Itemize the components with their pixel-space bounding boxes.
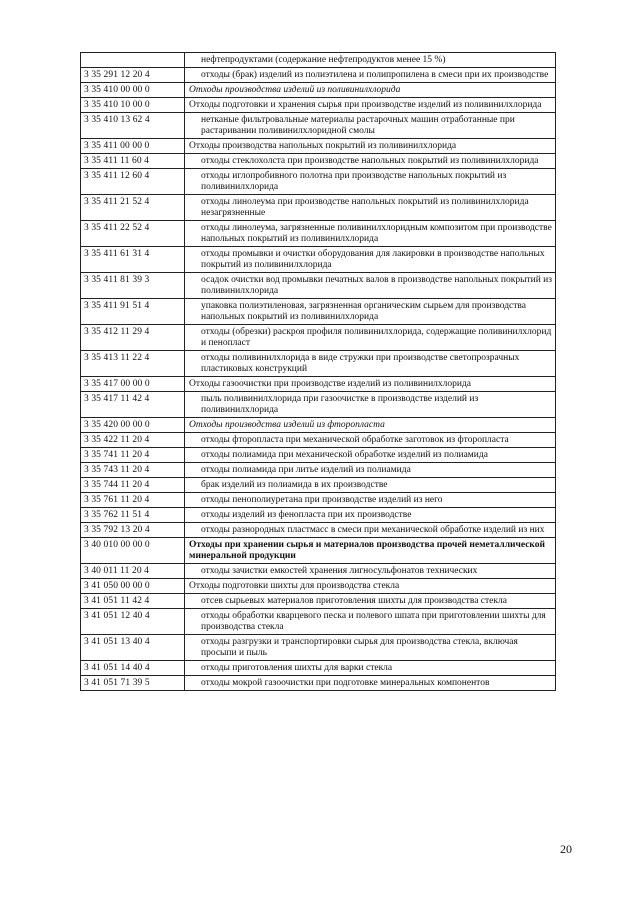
waste-name: отходы полиамида при литье изделий из полиамида — [185, 463, 556, 478]
waste-code — [81, 53, 185, 68]
waste-code: 3 35 762 11 51 4 — [81, 508, 185, 523]
waste-group-name: Отходы при хранении сырья и материалов производства прочей неметаллической минеральной продукции — [185, 538, 556, 564]
waste-name: отходы стеклохолста при производстве напольных покрытий из поливинилхлорида — [185, 154, 556, 169]
table-row — [81, 221, 556, 247]
waste-code: 3 35 411 12 60 4 — [81, 169, 185, 195]
table-body — [81, 53, 556, 691]
waste-name: отходы пенополиуретана при производстве изделий из него — [185, 493, 556, 508]
waste-name: нефтепродуктами (содержание нефтепродуктов менее 15 %) — [185, 53, 556, 68]
waste-code: 3 35 413 11 22 4 — [81, 351, 185, 377]
table-row — [81, 392, 556, 418]
waste-name: осадок очистки вод промывки печатных валов в производстве напольных покрытий из поливинилхлорида — [185, 273, 556, 299]
waste-classification-table — [80, 52, 556, 691]
waste-code: 3 40 010 00 00 0 — [81, 538, 185, 564]
waste-code: 3 35 417 00 00 0 — [81, 377, 185, 392]
table-row — [81, 83, 556, 98]
table-row — [81, 418, 556, 433]
waste-name: отходы промывки и очистки оборудования для лакировки в производстве напольных покрытий из поливинилхлорида — [185, 247, 556, 273]
page-number: 20 — [560, 842, 572, 856]
table-row — [81, 195, 556, 221]
table-row — [81, 635, 556, 661]
waste-name: отходы обработки кварцевого песка и полевого шпата при приготовлении шихты для производства стекла — [185, 609, 556, 635]
waste-group-name: Отходы подготовки и хранения сырья при производстве изделий из поливинилхлорида — [185, 98, 556, 113]
table-row — [81, 247, 556, 273]
table-row — [81, 351, 556, 377]
waste-code: 3 35 761 11 20 4 — [81, 493, 185, 508]
table-row — [81, 139, 556, 154]
table-row — [81, 169, 556, 195]
waste-code: 3 35 291 12 20 4 — [81, 68, 185, 83]
waste-code: 3 41 051 11 42 4 — [81, 594, 185, 609]
table-row — [81, 609, 556, 635]
table-row — [81, 448, 556, 463]
waste-code: 3 35 411 22 52 4 — [81, 221, 185, 247]
waste-code: 3 35 410 10 00 0 — [81, 98, 185, 113]
waste-code: 3 41 051 14 40 4 — [81, 661, 185, 676]
waste-name: нетканые фильтровальные материалы растарочных машин отработанные при растаривании поливинилхлоридной смолы — [185, 113, 556, 139]
table-row — [81, 463, 556, 478]
table-row — [81, 377, 556, 392]
waste-group-name: Отходы производства изделий из поливинилхлорида — [185, 83, 556, 98]
waste-code: 3 35 792 13 20 4 — [81, 523, 185, 538]
waste-code: 3 35 422 11 20 4 — [81, 433, 185, 448]
table-row — [81, 53, 556, 68]
waste-name: отходы полиамида при механической обработке изделий из полиамида — [185, 448, 556, 463]
table-row — [81, 508, 556, 523]
waste-group-name: Отходы газоочистки при производстве изделий из поливинилхлорида — [185, 377, 556, 392]
waste-name: отходы иглопробивного полотна при производстве напольных покрытий из поливинилхлорида — [185, 169, 556, 195]
table-row — [81, 594, 556, 609]
waste-code: 3 35 411 61 31 4 — [81, 247, 185, 273]
waste-code: 3 35 410 13 62 4 — [81, 113, 185, 139]
waste-name: упаковка полиэтиленовая, загрязненная органическим сырьем для производства напольных покрытий из поливинилхлорида — [185, 299, 556, 325]
waste-code: 3 40 011 11 20 4 — [81, 564, 185, 579]
waste-code: 3 35 744 11 20 4 — [81, 478, 185, 493]
waste-name: пыль поливинилхлорида при газоочистке в производстве изделий из поливинилхлорида — [185, 392, 556, 418]
table-row — [81, 325, 556, 351]
waste-name: отходы (обрезки) раскроя профиля поливинилхлорида, содержащие поливинилхлорид и пенопласт — [185, 325, 556, 351]
waste-name: отходы зачистки емкостей хранения лигносульфонатов технических — [185, 564, 556, 579]
waste-group-name: Отходы производства напольных покрытий из поливинилхлорида — [185, 139, 556, 154]
waste-name: отходы разнородных пластмасс в смеси при механической обработке изделий из них — [185, 523, 556, 538]
table-row — [81, 493, 556, 508]
table-row — [81, 564, 556, 579]
table-row — [81, 478, 556, 493]
waste-code: 3 35 411 91 51 4 — [81, 299, 185, 325]
waste-code: 3 35 410 00 00 0 — [81, 83, 185, 98]
waste-name: отходы поливинилхлорида в виде стружки при производстве светопрозрачных пластиковых конструкций — [185, 351, 556, 377]
table-row — [81, 98, 556, 113]
table-row — [81, 523, 556, 538]
waste-name: отходы мокрой газоочистки при подготовке минеральных компонентов — [185, 676, 556, 691]
waste-name: отходы (брак) изделий из полиэтилена и полипропилена в смеси при их производстве — [185, 68, 556, 83]
table-row — [81, 273, 556, 299]
waste-code: 3 35 741 11 20 4 — [81, 448, 185, 463]
waste-code: 3 35 420 00 00 0 — [81, 418, 185, 433]
waste-code: 3 35 411 00 00 0 — [81, 139, 185, 154]
waste-code: 3 41 051 13 40 4 — [81, 635, 185, 661]
waste-name: отсев сырьевых материалов приготовления шихты для производства стекла — [185, 594, 556, 609]
waste-code: 3 41 051 71 39 5 — [81, 676, 185, 691]
waste-code: 3 35 412 11 29 4 — [81, 325, 185, 351]
waste-name: отходы линолеума при производстве напольных покрытий из поливинилхлорида незагрязненные — [185, 195, 556, 221]
waste-code: 3 35 411 81 39 3 — [81, 273, 185, 299]
table-row — [81, 154, 556, 169]
table-row — [81, 661, 556, 676]
table-row — [81, 579, 556, 594]
waste-code: 3 35 411 21 52 4 — [81, 195, 185, 221]
waste-name: отходы приготовления шихты для варки стекла — [185, 661, 556, 676]
waste-name: отходы разгрузки и транспортировки сырья для производства стекла, включая просыпи и пыль — [185, 635, 556, 661]
table-row — [81, 68, 556, 83]
waste-name: брак изделий из полиамида в их производстве — [185, 478, 556, 493]
waste-code: 3 35 743 11 20 4 — [81, 463, 185, 478]
waste-code: 3 35 411 11 60 4 — [81, 154, 185, 169]
table-row — [81, 299, 556, 325]
table-row — [81, 433, 556, 448]
waste-code: 3 41 051 12 40 4 — [81, 609, 185, 635]
waste-name: отходы линолеума, загрязненные поливинилхлоридным композитом при производстве напольных покрытий из поливинилхлорида — [185, 221, 556, 247]
waste-name: отходы фторопласта при механической обработке заготовок из фторопласта — [185, 433, 556, 448]
waste-group-name: Отходы производства изделий из фторопласта — [185, 418, 556, 433]
waste-group-name: Отходы подготовки шихты для производства стекла — [185, 579, 556, 594]
waste-code: 3 41 050 00 00 0 — [81, 579, 185, 594]
table-row — [81, 676, 556, 691]
waste-name: отходы изделий из фенопласта при их производстве — [185, 508, 556, 523]
table-row — [81, 113, 556, 139]
waste-code: 3 35 417 11 42 4 — [81, 392, 185, 418]
table-row — [81, 538, 556, 564]
